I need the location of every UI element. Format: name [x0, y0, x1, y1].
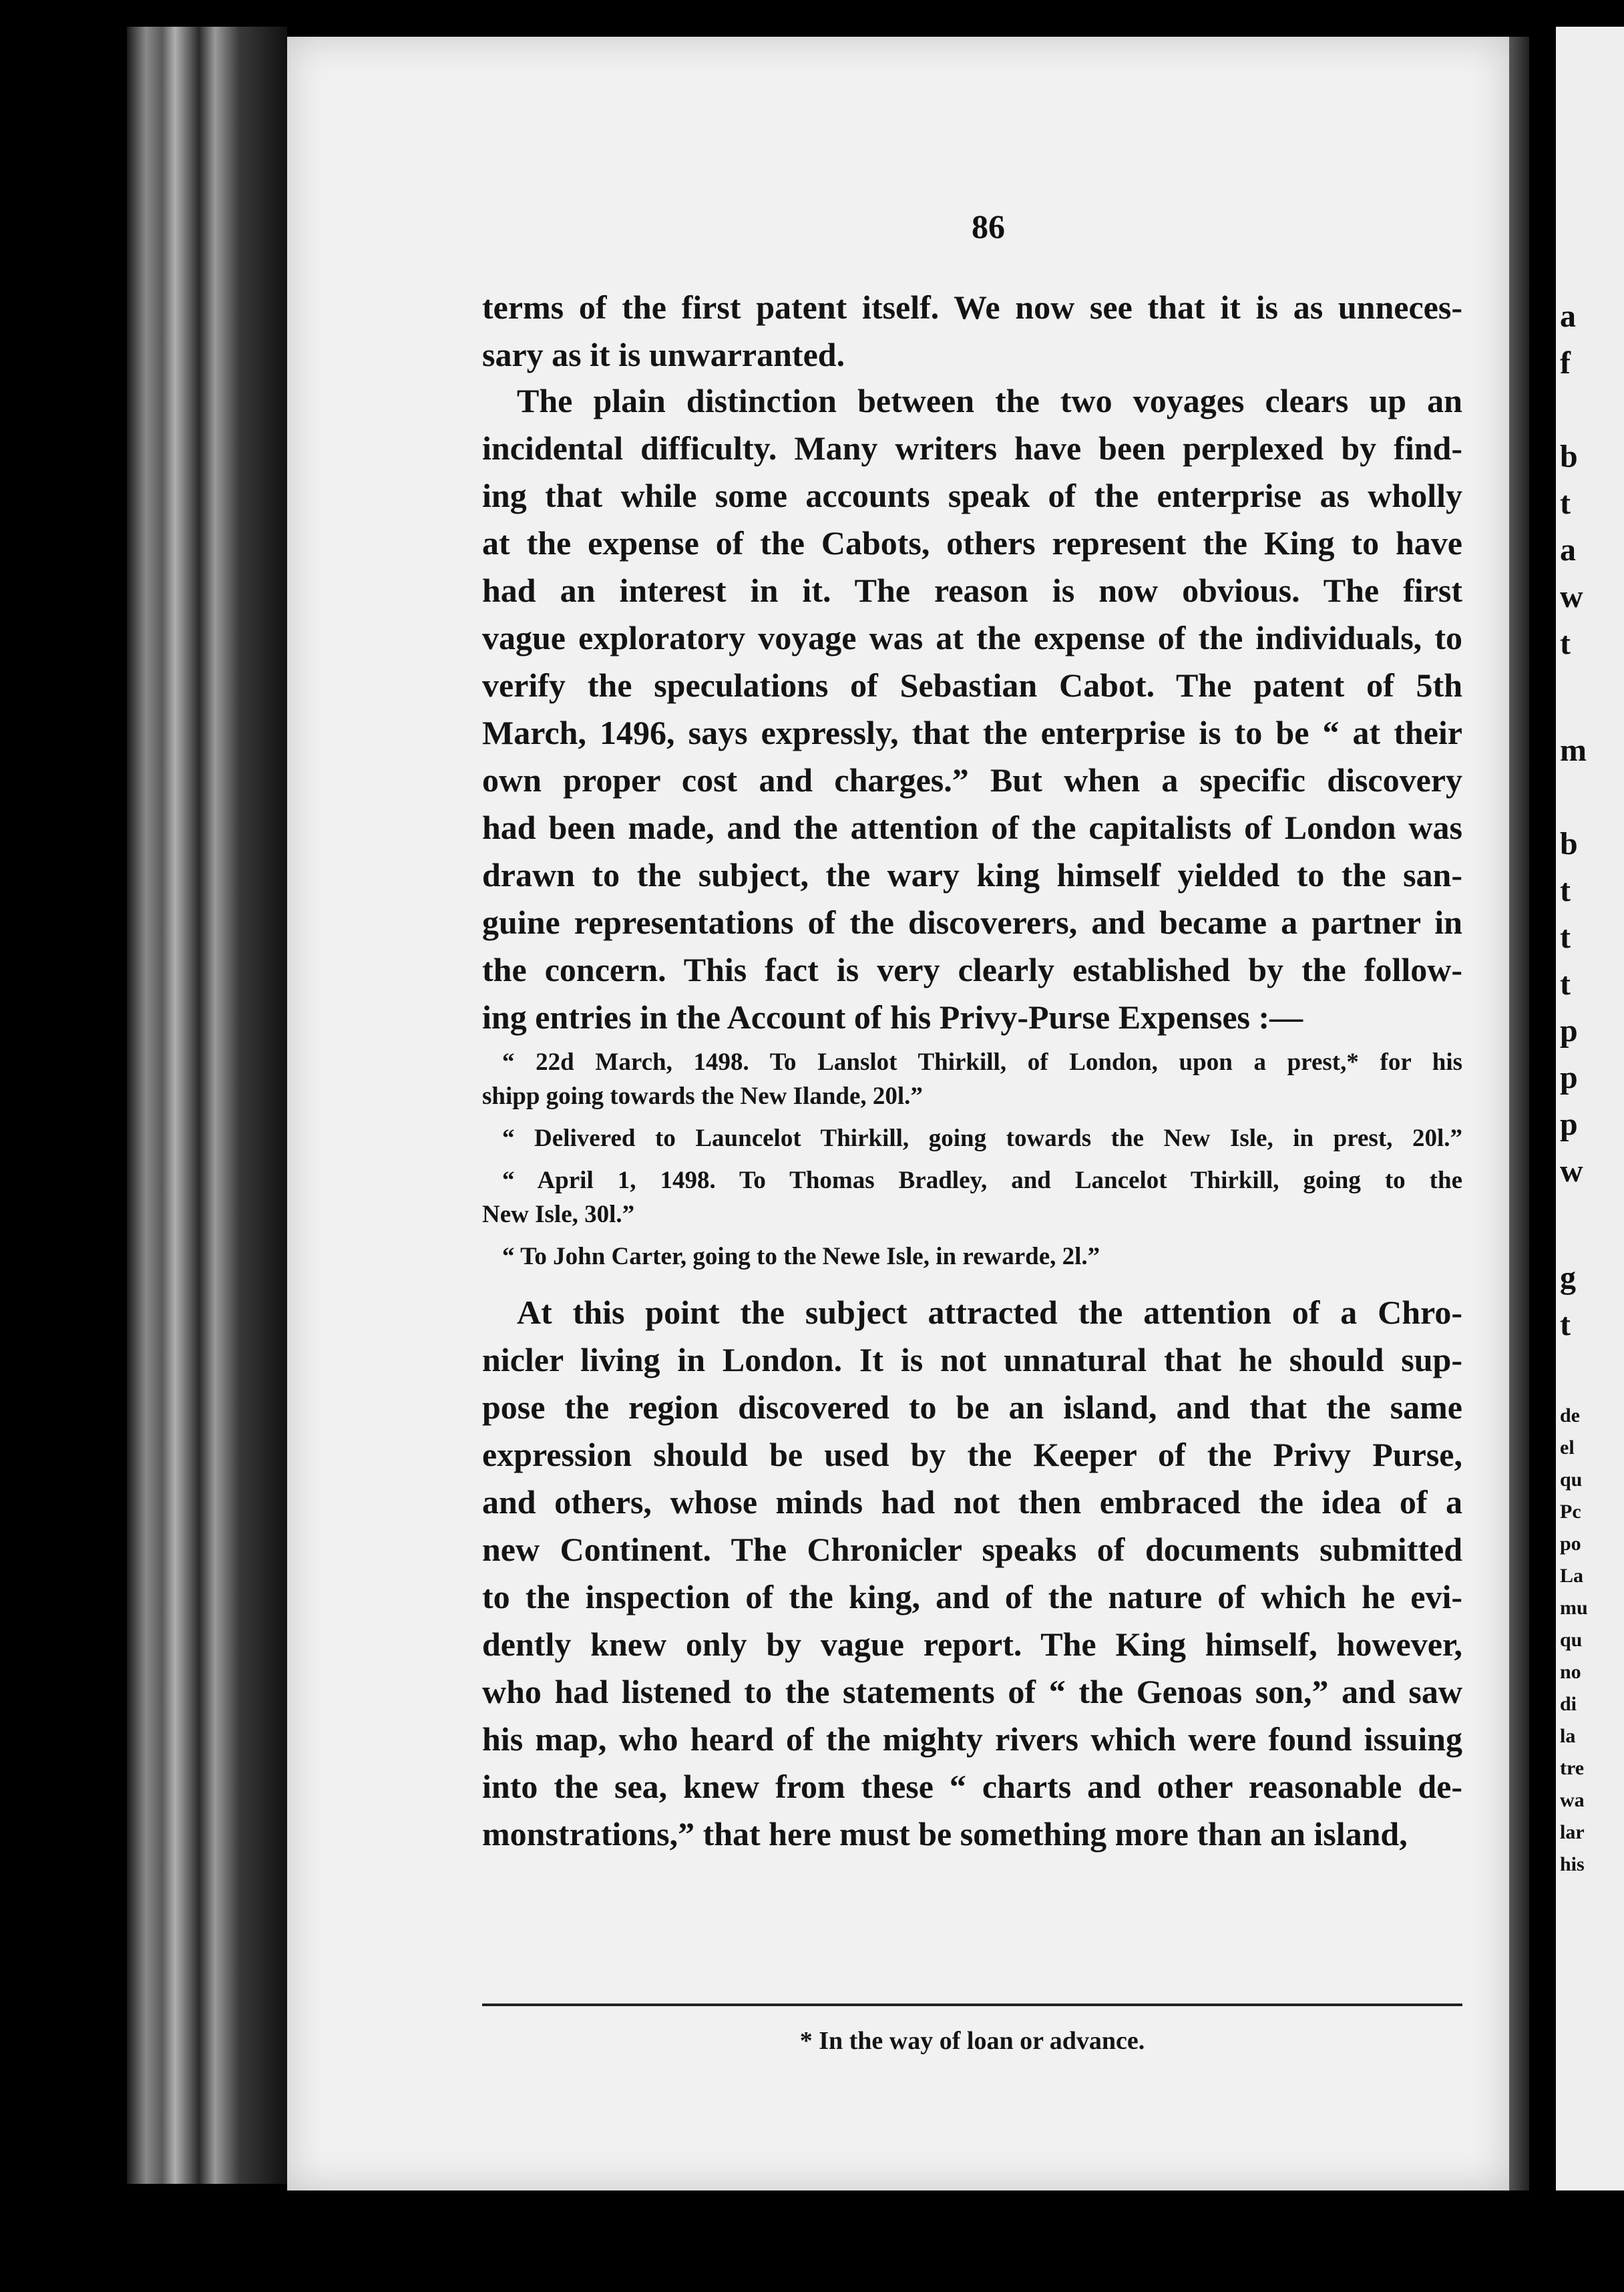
fragment-text: t: [1560, 486, 1571, 521]
text-line: into the sea, knew from these “ charts and other reasonable de-: [482, 1768, 1462, 1805]
paragraph-chronicler: [482, 1289, 1462, 1858]
fragment-text: t: [1560, 1307, 1571, 1342]
text-line: drawn to the subject, the wary king himself yielded to the san-: [482, 856, 1462, 894]
fragment-text: b: [1560, 826, 1578, 862]
fragment-text: p: [1560, 1107, 1578, 1142]
entry-line: “ April 1, 1498. To Thomas Bradley, and Lancelot Thirkill, going to the: [502, 1167, 1462, 1194]
fragment-text: p: [1560, 1060, 1578, 1095]
fragment-text: f: [1560, 345, 1571, 381]
text-line: The plain distinction between the two voyages clears up an: [517, 382, 1462, 419]
text-line: and others, whose minds had not then embraced the idea of a: [482, 1483, 1462, 1521]
fragment-text: Pc: [1560, 1501, 1581, 1523]
fragment-text: w: [1560, 579, 1583, 614]
text-line: to the inspection of the king, and of the nature of which he evi-: [482, 1578, 1462, 1615]
text-line: verify the speculations of Sebastian Cabot. The patent of 5th: [482, 666, 1462, 704]
fragment-text: p: [1560, 1013, 1578, 1048]
fragment-text: de: [1560, 1404, 1580, 1426]
text-line: At this point the subject attracted the attention of a Chro-: [517, 1294, 1462, 1331]
text-line: at the expense of the Cabots, others represent the King to have: [482, 524, 1462, 562]
fragment-text: w: [1560, 1153, 1583, 1189]
fragment-text: el: [1560, 1437, 1575, 1459]
fragment-text: qu: [1560, 1629, 1583, 1651]
text-line: ing that while some accounts speak of the enterprise as wholly: [482, 477, 1462, 514]
fragment-text: a: [1560, 299, 1576, 334]
entry-line: New Isle, 30l.”: [482, 1201, 635, 1228]
book-spine: [127, 27, 287, 2184]
text-line: sary as it is unwarranted.: [482, 336, 845, 373]
text-line: had been made, and the attention of the capitalists of London was: [482, 809, 1462, 846]
purse-entry: [482, 1045, 1462, 1113]
fragment-text: t: [1560, 873, 1571, 908]
text-line: had an interest in it. The reason is now obvious. The first: [482, 572, 1462, 609]
fragment-text: La: [1560, 1565, 1584, 1587]
text-line: his map, who heard of the mighty rivers which were found issuing: [482, 1720, 1462, 1758]
fragment-text: g: [1560, 1260, 1576, 1296]
paragraph-distinction: [482, 377, 1462, 1041]
fragment-text: t: [1560, 626, 1571, 661]
fragment-text: t: [1560, 920, 1571, 955]
adjacent-page-fragment: [1556, 27, 1624, 2190]
fragment-text: qu: [1560, 1469, 1583, 1491]
text-line: new Continent. The Chronicler speaks of documents submitted: [482, 1531, 1462, 1568]
fragment-text: his: [1560, 1853, 1585, 1875]
page-gutter: [1509, 37, 1529, 2190]
text-line: guine representations of the discoverers, and became a partner in: [482, 904, 1462, 941]
purse-entry: [482, 1239, 1462, 1274]
page-number: 86: [972, 208, 1005, 245]
text-line: pose the region discovered to be an island, and that the same: [482, 1388, 1462, 1426]
privy-purse-entries: [482, 1045, 1462, 1282]
footnote: * In the way of loan or advance.: [799, 2027, 1145, 2055]
text-line: nicler living in London. It is not unnatural that he should sup-: [482, 1341, 1462, 1378]
text-line: ing entries in the Account of his Privy-Purse Expenses :—: [482, 998, 1303, 1036]
entry-line: shipp going towards the New Ilande, 20l.”: [482, 1083, 923, 1110]
fragment-text: no: [1560, 1661, 1581, 1683]
text-line: the concern. This fact is very clearly established by the follow-: [482, 951, 1462, 988]
entry-line: “ 22d March, 1498. To Lanslot Thirkill, of London, upon a prest,* for his: [502, 1048, 1462, 1076]
purse-entry: [482, 1163, 1462, 1231]
paragraph-continuation: [482, 284, 1462, 379]
text-line: March, 1496, says expressly, that the enterprise is to be “ at their: [482, 714, 1462, 751]
text-line: expression should be used by the Keeper of the Privy Purse,: [482, 1436, 1462, 1473]
fragment-text: b: [1560, 439, 1578, 474]
text-line: dently knew only by vague report. The King himself, however,: [482, 1626, 1462, 1663]
entry-line: “ Delivered to Launcelot Thirkill, going towards the New Isle, in prest, 20l.”: [502, 1125, 1462, 1152]
text-line: vague exploratory voyage was at the expense of the individuals, to: [482, 619, 1462, 656]
text-line: monstrations,” that here must be something more than an island,: [482, 1815, 1408, 1853]
footnote-rule: [482, 2003, 1462, 2006]
fragment-text: po: [1560, 1533, 1581, 1555]
fragment-text: lar: [1560, 1821, 1585, 1843]
text-line: own proper cost and charges.” But when a specific discovery: [482, 761, 1462, 799]
entry-line: “ To John Carter, going to the Newe Isle, in rewarde, 2l.”: [502, 1243, 1100, 1270]
text-line: terms of the first patent itself. We now see that it is as unneces-: [482, 289, 1462, 326]
text-line: who had listened to the statements of “ the Genoas son,” and saw: [482, 1673, 1462, 1710]
text-line: incidental difficulty. Many writers have been perplexed by find-: [482, 429, 1462, 467]
fragment-text: t: [1560, 966, 1571, 1002]
fragment-text: wa: [1560, 1789, 1585, 1811]
fragment-text: a: [1560, 532, 1576, 568]
fragment-text: di: [1560, 1693, 1577, 1715]
fragment-text: tre: [1560, 1757, 1585, 1779]
fragment-text: la: [1560, 1725, 1576, 1747]
purse-entry: [482, 1121, 1462, 1155]
fragment-text: m: [1560, 733, 1587, 768]
fragment-text: mu: [1560, 1597, 1588, 1619]
